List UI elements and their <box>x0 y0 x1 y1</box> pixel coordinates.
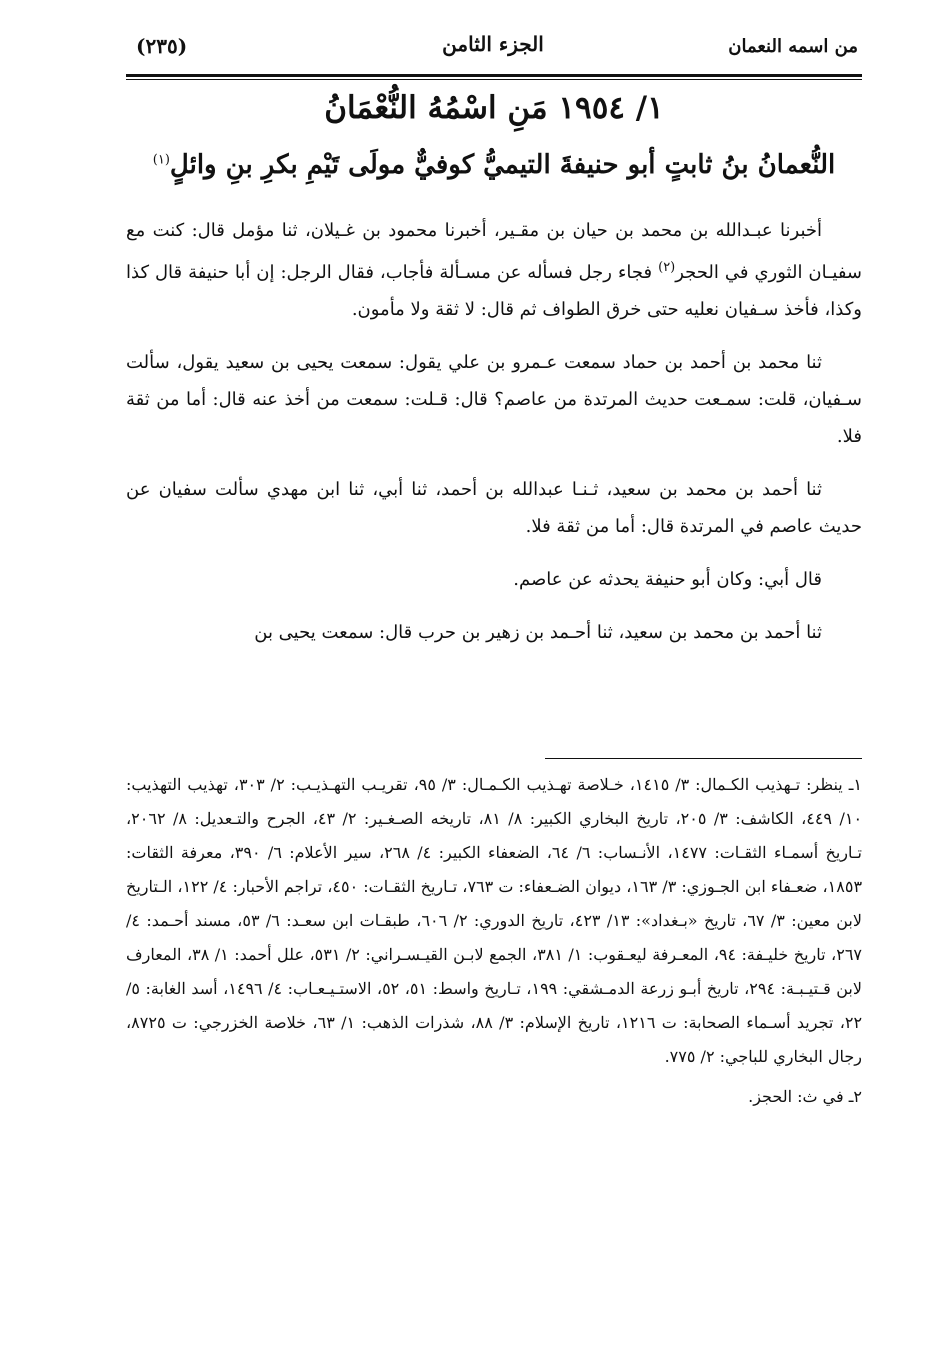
header-rule <box>126 74 862 77</box>
paragraph-text: أخبرنا عبـدالله بن محمد بن حيان بن مقـير، أخبرنا محمود بن غـيلان، ثنا مؤمل قال: كنت مع سفيـان الثوري في الحجر <box>126 220 862 283</box>
body-text <box>126 212 862 667</box>
running-header <box>128 30 858 70</box>
footnotes <box>126 768 862 1120</box>
header-rule-thin <box>126 79 862 80</box>
page-number: (٢٣٥) <box>136 34 188 58</box>
paragraph: ثنا محمد بن أحمد بن حماد سمعت عـمرو بن علي يقول: سمعت يحيى بن سعيد يقول، سألت سـفيان، قلت: سمـعت حديث المرتدة من عاصم؟ قال: قـلت: سمعت من أخذ عنه قال: أما من ثقة فلا. <box>126 352 862 447</box>
paragraph-text: فجاء رجل فسأله عن مسـألة فأجاب، فقال الرجل: إن أبا حنيفة قال كذا وكذا، فأخذ سـفيان نعليه حتى خرق الطواف ثم قال: لا ثقة ولا مأمون. <box>126 262 862 320</box>
paragraph: قال أبي: وكان أبو حنيفة يحدثه عن عاصم. <box>513 569 822 590</box>
footnote-reference: (٢) <box>658 260 676 275</box>
entry-title: ١/ ١٩٥٤ مَنِ اسْمُهُ النُّعْمَانُ <box>324 90 664 126</box>
footnote-reference: (١) <box>152 152 170 168</box>
paragraph: ثنا أحمد بن محمد بن سعيد، ثـنـا عبدالله بن أحمد، ثنا أبي، ثنا ابن مهدي سألت سفيان عن حديث عاصم في المرتدة قال: أما من ثقة فلا. <box>126 479 862 537</box>
footnote: ١ـ ينظر: تـهذيب الكـمال: ٣/ ١٤١٥، خـلاصة تهـذيب الكـمـال: ٣/ ٩٥، تقريـب التهـذيـب: ٢/ ٣٠٣، تهذيب التهذيب: ١٠/ ٤٤٩، الكاشف: ٣/ ٢٠٥، تاريخ البخاري الكبير: ٨/ ٨١، تاريخه الصـغـير: ٢/ ٤٣، الجرح والتـعديل: ٨/ ٢٠٦٢، تـاريخ أسمـاء الثقـات: ١٤٧٧، الأنـساب: ٦/ ٦٤، الضعفاء الكبير: ٤/ ٢٦٨، سير الأعلام: ٦/ ٣٩٠، معرفة الثقات: ١٨٥٣، ضعـفاء ابن الجـوزي: ٣/ ١٦٣، ديوان الضـعفاء: ت ٧٦٣، تـاريخ الثقـات: ٤٥٠، تراجم الأحبار: ٤/ ١٢٢، الـتاريخ لابن معين: ٣/ ٦٧، تاريخ «بـغداد»: ١٣/ ٤٢٣، تاريخ الدوري: ٢/ ٦٠٦، طبقـات ابن سعـد: ٦/ ٥٣، مسند أحـمد: ٤/ ٢٦٧، تاريخ خليـفة: ٩٤، المعـرفة ليعـقوب: ١/ ٣٨١، الجمع لابـن القيـسـراني: ٢/ ٥٣١، علل أحمد: ١/ ٣٨، المعارف لابن قـتيـبـة: ٢٩٤، تاريخ أبـو زرعة الدمـشقي: ١٩٩، تـاريخ واسط: ٥١، ٥٢، الاستـيـعـاب: ٤/ ١٤٩٦، أسد الغابة: ٥/ ٢٢، تجريد أسـماء الصحابة: ت ١٢١٦، تاريخ الإسلام: ٣/ ٨٨، شذرات الذهب: ١/ ٦٣، خلاصة الخزرجي: ت ٨٧٢٥، رجال البخاري للباجي: ٢/ ٧٧٥. <box>126 775 863 1066</box>
paragraph <box>126 212 862 328</box>
footnote: ٢ـ في ث: الحجز. <box>748 1087 862 1106</box>
person-name-heading <box>126 150 862 180</box>
person-name: النُّعمانُ بنُ ثابتٍ أبو حنيفةَ التيميُّ كوفيٌّ مولَى تَيْمِ بكرِ بنِ وائلٍ <box>169 150 836 180</box>
volume-title: الجزء الثامن <box>442 32 544 56</box>
footnote-separator <box>545 758 862 759</box>
section-title: من اسمه النعمان <box>728 36 858 57</box>
paragraph: ثنا أحمد بن محمد بن سعيد، ثنا أحـمد بن زهير بن حرب قال: سمعت يحيى بن <box>254 622 822 643</box>
